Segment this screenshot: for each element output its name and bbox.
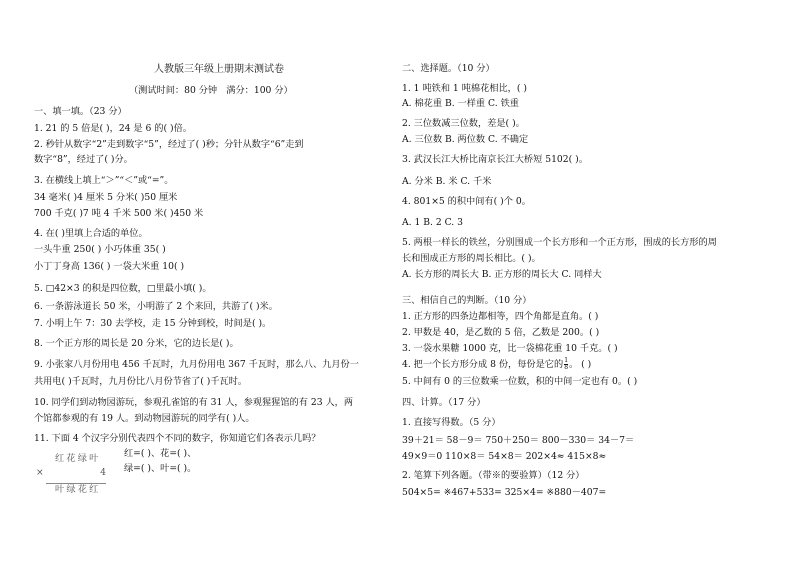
fraction-denominator: 8 xyxy=(564,364,569,371)
question-line: 3. 在横线上填上“＞”“＜”或“=”。 xyxy=(34,175,174,186)
calc-row: 39＋21＝ 58－9＝ 750＋250＝ 800－330＝ 34－7＝ xyxy=(402,435,635,446)
question-line: 8. 一个正方形的周长是 20 分米，它的边长是( )。 xyxy=(34,338,239,349)
fraction xyxy=(564,358,568,371)
question-line: 2. 笔算下列各题。（带※的要验算）（12 分） xyxy=(402,470,585,481)
question-line: 5. 两根一样长的铁丝，分别围成一个长方形和一个正方形，围成的长方形的周 xyxy=(402,237,717,248)
question-line: 34 毫米( )4 厘米 5 分米( )50 厘米 xyxy=(34,192,178,203)
section-fill-in: 一、填一填。（23 分） xyxy=(34,106,127,117)
question-line: 1. 21 的 5 倍是( )，24 是 6 的( )倍。 xyxy=(34,123,192,134)
question-line: 3. 一袋水果糖 1000 克，比一袋棉花重 10 千克。( ) xyxy=(402,343,618,354)
section-choice: 二、选择题。（10 分） xyxy=(402,63,495,74)
question-line: 5. 中间有 0 的三位数乘一位数，积的中间一定也有 0。( ) xyxy=(402,376,638,387)
question-line: 5. □42×3 的积是四位数，□里最小填( )。 xyxy=(34,283,212,294)
answer-line: 绿=( )、叶=( )。 xyxy=(124,463,197,474)
question-line: 4. 在( )里填上合适的单位。 xyxy=(34,228,148,239)
calc-row: 504×5= ※467+533= 325×4= ※880－407= xyxy=(402,487,607,498)
question-text: 4. 把一个长方形分成 8 份，每份是它的 xyxy=(402,359,564,370)
question-line: 共用电( )千瓦时，九月份比八月份节省了( )千瓦时。 xyxy=(34,376,248,387)
question-line: 1. 1 吨铁和 1 吨棉花相比，( ) xyxy=(402,83,527,94)
question-line: 数字“8”，经过了( )分。 xyxy=(34,154,133,165)
question-line: 3. 武汉长江大桥比南京长江大桥短 5102( )。 xyxy=(402,154,588,165)
puzzle-top-row: 红花绿叶 xyxy=(55,453,101,464)
question-line: 长和围成正方形的周长相比。( )。 xyxy=(402,253,541,264)
question-line: 2. 秒针从数字“2”走到数字“5”，经过了( )秒；分针从数字“6”走到 xyxy=(34,139,304,150)
multiply-sign: × xyxy=(36,467,44,478)
question-line: 6. 一条游泳道长 50 米，小明游了 2 个来回，共游了( )米。 xyxy=(34,301,278,312)
section-calculation: 四、计算。（17 分） xyxy=(402,397,486,408)
question-line: 700 千克( )7 吨 4 千米 500 米( )450 米 xyxy=(34,208,204,219)
option-line: A. 分米 B. 米 C. 千米 xyxy=(402,176,492,187)
option-line: A. 三位数 B. 两位数 C. 不确定 xyxy=(402,134,529,145)
calc-row: 49×9＝0 110×8＝ 54×8＝ 202×4≈ 415×8≈ xyxy=(402,451,607,462)
section-judgment: 三、相信自己的判断。（10 分） xyxy=(402,295,532,306)
puzzle-multiplier: 4 xyxy=(100,467,106,478)
question-line: 个馆都参观的有 19 人。到动物园游玩的同学有( )人。 xyxy=(34,413,255,424)
question-line: 1. 正方形的四条边都相等，四个角都是直角。( ) xyxy=(402,311,599,322)
fraction-numerator: 1 xyxy=(564,357,569,364)
option-line: A. 长方形的周长大 B. 正方形的周长大 C. 同样大 xyxy=(402,269,602,280)
question-line: 一头牛重 250( ) 小巧体重 35( ) xyxy=(34,244,166,255)
question-line: 11. 下面 4 个汉字分别代表四个不同的数字，你知道它们各表示几吗？ xyxy=(34,433,321,444)
question-line: 小丁丁身高 136( ) 一袋大米重 10( ) xyxy=(34,261,185,272)
question-line: 2. 三位数减三位数，差是( )。 xyxy=(402,118,525,129)
answer-line: 红=( )、花=( )、 xyxy=(124,448,197,459)
exam-subtitle: （测试时间：80 分钟 满分：100 分） xyxy=(129,85,293,96)
multiplication-puzzle xyxy=(34,450,114,500)
puzzle-result-row: 叶绿花红 xyxy=(55,484,101,495)
question-line: 7. 小明上午 7：30 去学校，走 15 分钟到校，时间是( )。 xyxy=(34,318,272,329)
option-line: A. 棉花重 B. 一样重 C. 铁重 xyxy=(402,98,519,109)
question-line: 9. 小张家八月份用电 456 千瓦时，九月份用电 367 千瓦时，那么八、九月份一 xyxy=(34,359,359,370)
question-suffix: 。 ( ) xyxy=(569,359,592,370)
question-line: 2. 甲数是 40，是乙数的 5 倍，乙数是 200。( ) xyxy=(402,327,600,338)
option-line: A. 1 B. 2 C. 3 xyxy=(402,217,463,228)
question-line-fraction xyxy=(402,358,591,371)
question-line: 1. 直接写得数。（5 分） xyxy=(402,417,501,428)
question-line: 4. 801×5 的积中间有( )个 0。 xyxy=(402,196,531,207)
exam-title: 人教版三年级上册期末测试卷 xyxy=(154,64,284,75)
question-line: 10. 同学们到动物园游玩，参观孔雀馆的有 31 人，参观猩猩馆的有 23 人，两 xyxy=(34,397,354,408)
